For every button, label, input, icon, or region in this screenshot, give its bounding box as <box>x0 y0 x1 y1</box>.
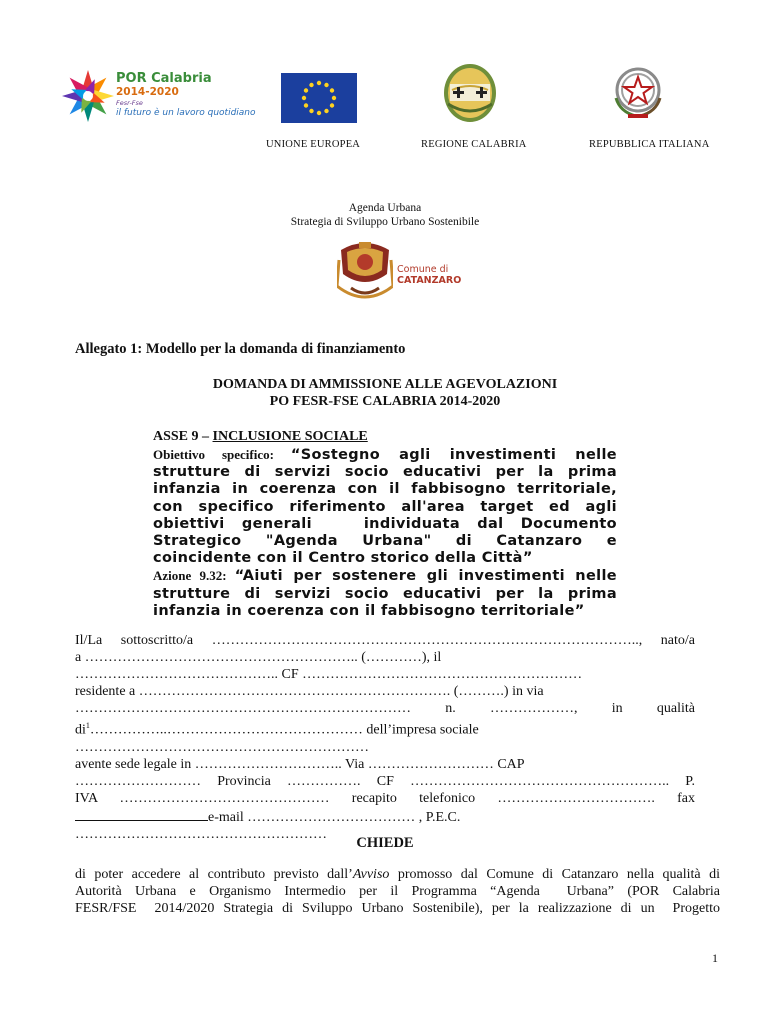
obiettivo-label: Obiettivo specifico: <box>153 447 291 462</box>
form-line: ……………………… Provincia ……………. CF ……………………………………………….. P. <box>75 773 695 789</box>
paragraph-line: FESR/FSE 2014/2020 Strategia di Sviluppo Urbano Sostenibile), per la realizzazione di un Progetto <box>75 901 720 916</box>
allegato-heading: Allegato 1: Modello per la domanda di finanziamento <box>75 341 406 357</box>
form-line: ……………………………………………………… <box>75 739 369 755</box>
form-line: $di^1\dots\dots\dots\dots\dots..\dots\dots\dots\dots\dots\dots\dots\dots\dots\dots\dots\dots\dots\dots$ dell’impresa sociale <box>75 721 479 738</box>
obiettivo-line: Obiettivo specifico: “Sostegno agli investimenti nelle <box>153 447 617 463</box>
eu-stars-icon <box>281 73 357 123</box>
por-years: 2014-2020 <box>116 86 179 98</box>
obiettivo-line: obiettivi generali individuata dal Documento <box>153 515 617 532</box>
form-line: …………………………………….. CF …………………………………………………… <box>75 667 583 682</box>
obiettivo-line: Strategico "Agenda Urbana" di Catanzaro e <box>153 533 617 550</box>
por-flower-icon <box>62 68 114 124</box>
catanzaro-label: CATANZARO <box>397 275 462 286</box>
italian-emblem-icon <box>608 62 668 122</box>
obiettivo-line: coincidente con il Centro storico della Città” <box>153 550 533 567</box>
chiede-heading: CHIEDE <box>356 835 414 851</box>
asse-name: INCLUSIONE SOCIALE <box>212 429 368 444</box>
agenda-urbana-title: Agenda Urbana <box>348 202 422 214</box>
comune-catanzaro-logo <box>337 240 467 306</box>
caption-regione-calabria: REGIONE CALABRIA <box>421 139 527 150</box>
catanzaro-crest-icon <box>337 240 393 306</box>
form-line: ……………………………………………… <box>75 826 327 842</box>
agenda-urbana-subtitle: Strategia di Sviluppo Urbano Sostenibile <box>290 216 480 228</box>
request-paragraph <box>75 866 720 917</box>
calabria-shield-icon <box>442 62 498 124</box>
por-calabria-logo <box>62 68 256 126</box>
avviso-italic: Avviso <box>352 867 390 882</box>
obiettivo-line: infanzia in coerenza con il fabbisogno territoriale, <box>153 481 617 498</box>
paragraph-line: Autorità Urbana e Organismo Intermedio per il Programma “Agenda Urbana” (POR Calabria <box>75 884 720 899</box>
comune-label: Comune di <box>397 264 449 275</box>
obiettivo-block <box>153 446 617 620</box>
azione-line: strutture di servizi socio educativi per la prima <box>153 585 617 602</box>
por-tagline: il futuro è un lavoro quotidiano <box>116 108 256 118</box>
footnote-marker: 1 <box>85 721 90 730</box>
form-line: avente sede legale in ………………………….. Via ……………………… CAP <box>75 756 525 772</box>
regione-calabria-emblem <box>442 62 498 124</box>
caption-unione-europea: UNIONE EUROPEA <box>266 139 361 150</box>
azione-line: infanzia in coerenza con il fabbisogno territoriale” <box>153 602 585 619</box>
form-line: Il/La sottoscritto/a ……………………………………………………………………………….., nato/a <box>75 633 695 648</box>
form-line: ……………………………………………………………… n. ………………, in qualità <box>75 701 695 716</box>
document-title-line-2: PO FESR-FSE CALABRIA 2014-2020 <box>269 394 501 409</box>
applicant-form <box>75 632 695 843</box>
por-title: POR Calabria <box>116 71 212 86</box>
asse-prefix: ASSE 9 – <box>153 429 213 444</box>
form-line: a ………………………………………………….. (…………), il <box>75 650 442 665</box>
repubblica-italiana-emblem <box>608 62 668 122</box>
page-number: 1 <box>712 951 718 965</box>
por-fund: Fesr-Fse <box>116 99 143 107</box>
obiettivo-line: strutture di servizi socio educativi per la prima <box>153 464 617 481</box>
paragraph-line: di poter accedere al contributo previsto dall’Avviso promosso dal Comune di Catanzaro nella qualità di <box>75 867 720 882</box>
document-title-line-1: DOMANDA DI AMMISSIONE ALLE AGEVOLAZIONI <box>212 377 558 392</box>
email-blank-line <box>75 807 208 821</box>
azione-line: Azione 9.32: “Aiuti per sostenere gli investimenti nelle <box>153 568 617 585</box>
eu-flag <box>281 73 357 123</box>
asse-heading <box>153 429 368 445</box>
form-line: IVA ……………………………………… recapito telefonico ……………………………. fax <box>75 790 695 806</box>
azione-label: Azione 9.32: <box>153 568 235 584</box>
caption-repubblica-italiana: REPUBBLICA ITALIANA <box>589 139 710 150</box>
form-line: e-mail ……………………………… , P.E.C. <box>75 807 695 826</box>
obiettivo-line: con specifico riferimento all'area target ed agli <box>153 498 617 515</box>
form-line: residente a …………………………………………………………. (……….) in via <box>75 684 544 699</box>
